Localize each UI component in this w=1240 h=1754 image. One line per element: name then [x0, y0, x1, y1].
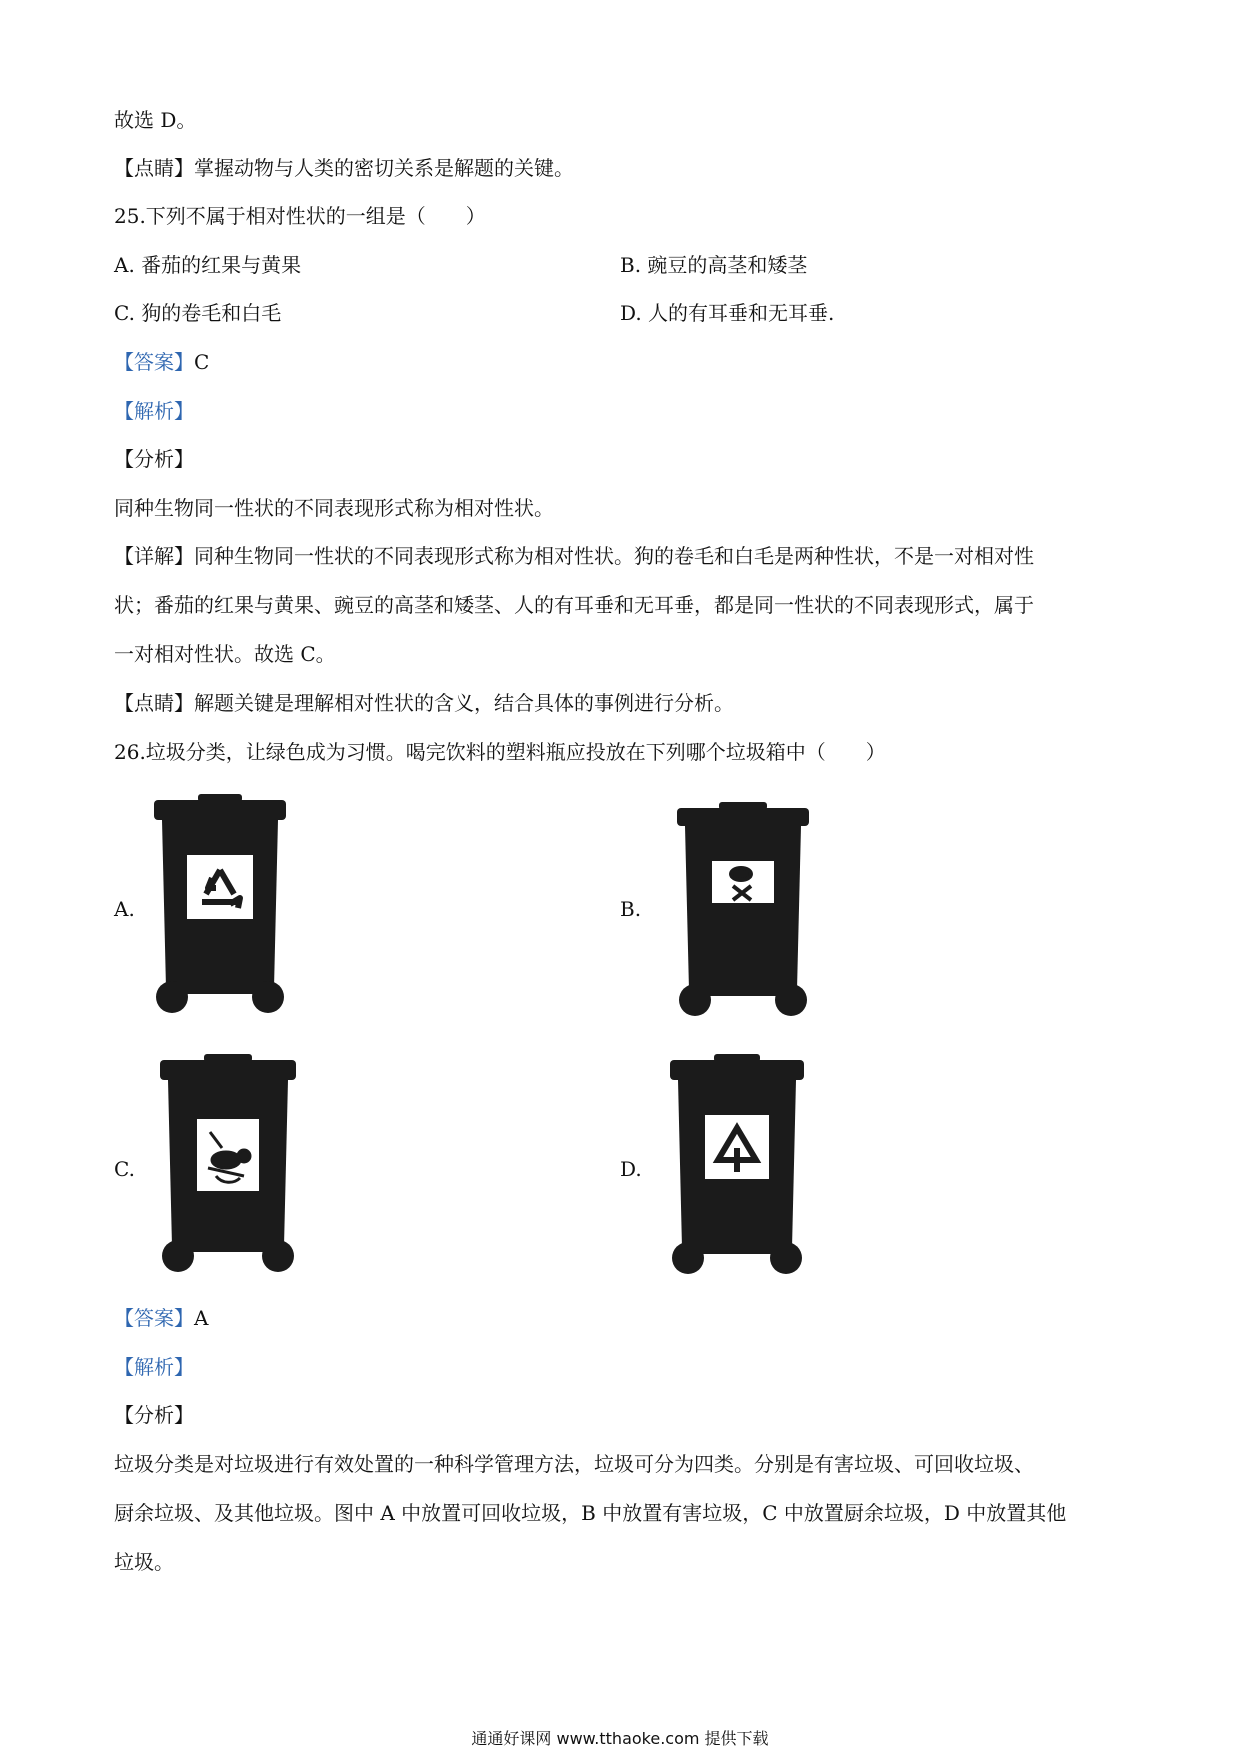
answer-tag: 【答案】	[114, 350, 194, 374]
q26-bin-c	[156, 1052, 300, 1278]
q24-conclusion: 故选 D。	[114, 108, 197, 132]
option-label: A.	[114, 253, 135, 277]
q26-option-b-label: B.	[620, 897, 642, 921]
q26-option-a-label: A.	[114, 897, 135, 921]
q26-option-c-label: C.	[114, 1157, 135, 1181]
q25-fenxi-text: 同种生物同一性状的不同表现形式称为相对性状。	[114, 496, 554, 520]
tip-tag: 【点睛】	[114, 156, 194, 180]
answer-value: C	[194, 350, 210, 374]
page-footer: 通通好课网 www.tthaoke.com 提供下载	[471, 1729, 769, 1748]
q26-fenxi-tag: 【分析】	[114, 1403, 194, 1427]
xiangjie-text: 同种生物同一性状的不同表现形式称为相对性状。狗的卷毛和白毛是两种性状，不是一对相对性	[194, 544, 1034, 568]
q25-stem: 25.下列不属于相对性状的一组是（ ）	[114, 204, 486, 228]
q26-answer	[114, 1304, 208, 1332]
q25-tip	[114, 689, 734, 717]
option-label: C.	[114, 301, 135, 325]
q25-option-d	[620, 299, 834, 327]
option-label: D.	[620, 301, 642, 325]
option-label: B.	[620, 253, 642, 277]
q26-fenxi-line-2: 厨余垃圾、及其他垃圾。图中 A 中放置可回收垃圾，B 中放置有害垃圾，C 中放置厨余垃圾，D 中放置其他	[114, 1501, 1067, 1525]
q26-option-d-label: D.	[620, 1157, 642, 1181]
q26-bin-d	[666, 1052, 808, 1280]
q26-jiexi-tag: 【解析】	[114, 1355, 194, 1379]
q25-xiangjie-line-1	[114, 542, 1034, 570]
tip-tag: 【点睛】	[114, 691, 194, 715]
q25-answer	[114, 348, 209, 376]
q25-option-a	[114, 251, 301, 279]
answer-value: A	[194, 1306, 209, 1330]
tip-text: 掌握动物与人类的密切关系是解题的关键。	[194, 156, 574, 180]
q26-stem: 26.垃圾分类，让绿色成为习惯。喝完饮料的塑料瓶应投放在下列哪个垃圾箱中（ ）	[114, 740, 886, 764]
answer-tag: 【答案】	[114, 1306, 194, 1330]
q25-option-c	[114, 299, 281, 327]
q26-fenxi-line-3: 垃圾。	[114, 1550, 174, 1574]
q25-option-b	[620, 251, 807, 279]
q25-xiangjie-line-3: 一对相对性状。故选 C。	[114, 642, 336, 666]
q26-bin-a	[150, 792, 290, 1020]
tip-text: 解题关键是理解相对性状的含义，结合具体的事例进行分析。	[194, 691, 734, 715]
option-text: 人的有耳垂和无耳垂.	[648, 301, 835, 325]
q25-fenxi-tag: 【分析】	[114, 447, 194, 471]
option-text: 狗的卷毛和白毛	[141, 301, 282, 325]
q26-bin-b	[673, 800, 813, 1022]
q24-tip	[114, 154, 574, 182]
xiangjie-tag: 【详解】	[114, 544, 194, 568]
option-text: 番茄的红果与黄果	[141, 253, 302, 277]
q25-jiexi-tag: 【解析】	[114, 399, 194, 423]
q25-xiangjie-line-2: 状；番茄的红果与黄果、豌豆的高茎和矮茎、人的有耳垂和无耳垂，都是同一性状的不同表现形式，属于	[114, 593, 1034, 617]
option-text: 豌豆的高茎和矮茎	[647, 253, 808, 277]
q26-fenxi-line-1: 垃圾分类是对垃圾进行有效处置的一种科学管理方法，垃圾可分为四类。分别是有害垃圾、可回收垃圾、	[114, 1452, 1034, 1476]
